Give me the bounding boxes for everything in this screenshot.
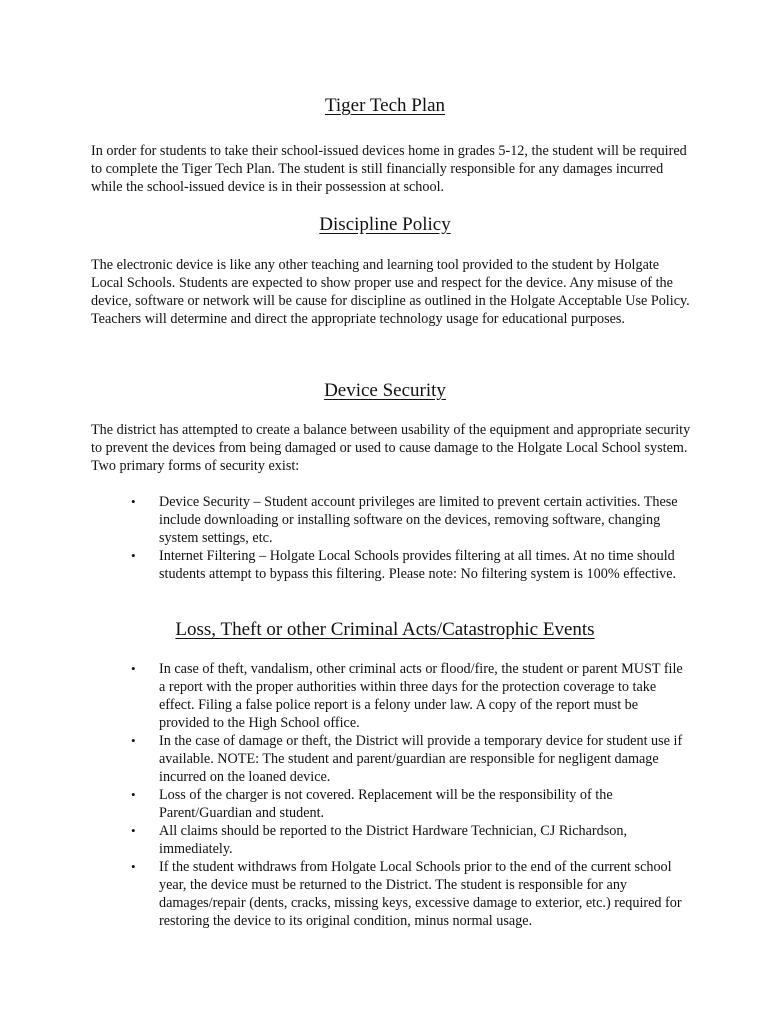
discipline-policy-paragraph: The electronic device is like any other teaching and learning tool provided to the student by Holgate Local Schools. Students are expected to show proper use and respect for the device. Any misuse of the device, software or network will be cause for discipline as outlined in the Holgate Acceptable Use Policy. Teachers will determine and direct the appropriate technology usage for educational purposes.	[91, 257, 690, 327]
device-security-heading: Device Security	[324, 380, 446, 401]
bullet-icon: •	[131, 823, 136, 838]
list-item	[131, 660, 691, 732]
list-item	[131, 493, 691, 547]
list-item-text: If the student withdraws from Holgate Local Schools prior to the end of the current school year, the device must be returned to the District. The student is responsible for any damages/repair (dents, cracks, missing keys, excessive damage to exterior, etc.) required for restoring the device to its original condition, minus normal usage.	[159, 859, 682, 929]
tiger-tech-plan-paragraph: In order for students to take their school-issued devices home in grades 5-12, the student will be required to complete the Tiger Tech Plan. The student is still financially responsible for any damages incurred while the school-issued device is in their possession at school.	[91, 143, 687, 195]
loss-theft-bullet-list	[131, 660, 691, 930]
list-item-text: Loss of the charger is not covered. Replacement will be the responsibility of the Parent/Guardian and student.	[159, 787, 613, 821]
bullet-icon: •	[131, 661, 136, 676]
bullet-icon: •	[131, 787, 136, 802]
loss-theft-heading: Loss, Theft or other Criminal Acts/Catastrophic Events	[175, 619, 595, 640]
bullet-icon: •	[131, 859, 136, 874]
list-item-text: In the case of damage or theft, the District will provide a temporary device for student use if available. NOTE: The student and parent/guardian are responsible for negligent damage incurred on the loaned device.	[159, 733, 683, 785]
bullet-icon: •	[131, 733, 136, 748]
list-item-text: Device Security – Student account privileges are limited to prevent certain activities. These include downloading or installing software on the devices, removing software, changing system settings, etc.	[159, 494, 678, 546]
list-item	[131, 822, 691, 858]
list-item	[131, 786, 691, 822]
tiger-tech-plan-heading: Tiger Tech Plan	[324, 95, 446, 116]
device-security-paragraph: The district has attempted to create a balance between usability of the equipment and appropriate security to prevent the devices from being damaged or used to cause damage to the Holgate Local School system. Two primary forms of security exist:	[91, 422, 691, 474]
list-item-text: Internet Filtering – Holgate Local Schools provides filtering at all times. At no time should students attempt to bypass this filtering. Please note: No filtering system is 100% effective.	[159, 548, 677, 582]
bullet-icon: •	[131, 494, 136, 509]
list-item	[131, 547, 691, 583]
list-item-text: In case of theft, vandalism, other criminal acts or flood/fire, the student or parent MUST file a report with the proper authorities within three days for the protection coverage to take effect. Filing a false police report is a felony under law. A copy of the report must be provided to the High School office.	[159, 661, 683, 731]
list-item-text: All claims should be reported to the District Hardware Technician, CJ Richardson, immediately.	[159, 823, 627, 857]
bullet-icon: •	[131, 548, 136, 563]
list-item	[131, 858, 691, 930]
device-security-bullet-list	[131, 493, 691, 583]
list-item	[131, 732, 691, 786]
discipline-policy-heading: Discipline Policy	[319, 214, 451, 235]
